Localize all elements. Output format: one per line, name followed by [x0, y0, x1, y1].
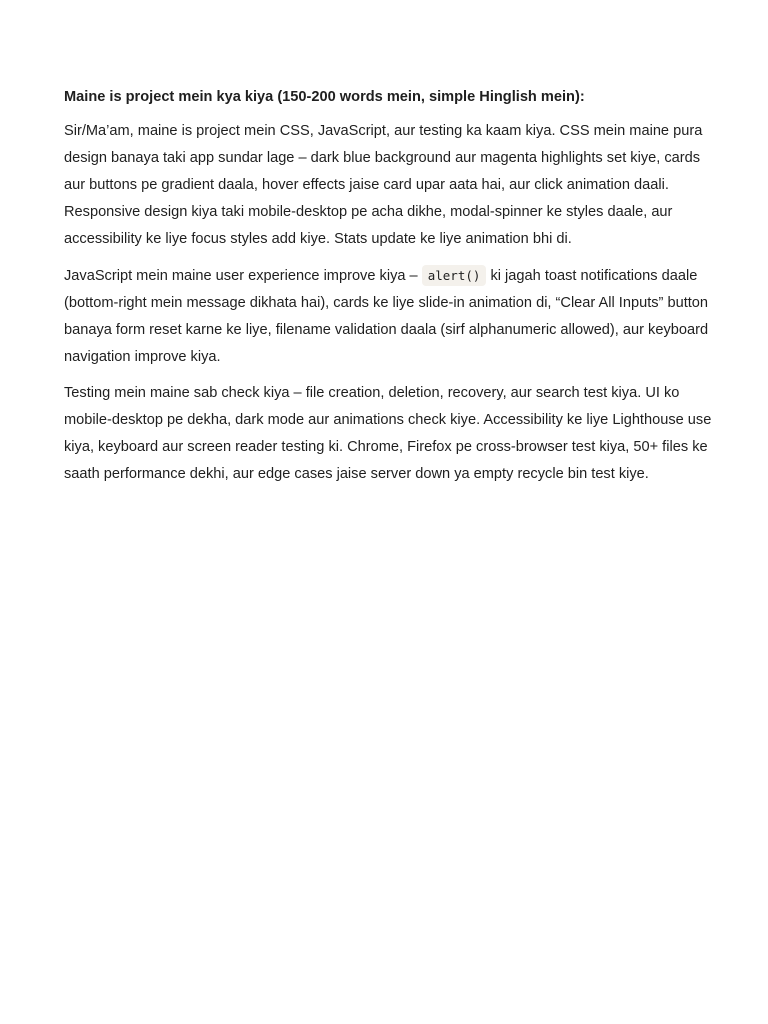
- paragraph-css: Sir/Ma’am, maine is project mein CSS, JavaScript, aur testing ka kaam kiya. CSS mein maine pura design banaya taki app sundar lage – dark blue background aur magenta highlights set kiye, cards aur buttons pe gradient daala, hover effects jaise card upar aata hai, aur click animation daali. Responsive design kiya taki mobile-desktop pe acha dikhe, modal-spinner ke styles daale, aur accessibility ke liye focus styles add kiye. Stats update ke liye animation bhi di.: [64, 123, 703, 247]
- paragraph-testing: Testing mein maine sab check kiya – file creation, deletion, recovery, aur search test kiya. UI ko mobile-desktop pe dekha, dark mode aur animations check kiye. Accessibility ke liye Lighthouse use kiya, keyboard aur screen reader testing ki. Chrome, Firefox pe cross-browser test kiya, 50+ files ke saath performance dekhi, aur edge cases jaise server down ya empty recycle bin test kiye.: [64, 385, 712, 482]
- inline-code-alert: alert(): [422, 265, 487, 286]
- document-heading: Maine is project mein kya kiya (150-200 words mein, simple Hinglish mein):: [64, 89, 585, 105]
- paragraph-javascript-rest: ki jagah toast notifications daale (bottom-right mein message dikhata hai), cards ke liye slide-in animation di, “Clear All Inputs” button banaya form reset karne ke liye, filename validation daala (sirf alphanumeric allowed), aur keyboard navigation improve kiya.: [64, 268, 709, 365]
- paragraph-javascript: [64, 262, 716, 371]
- paragraph-javascript-intro: JavaScript mein maine user experience improve kiya –: [64, 268, 422, 284]
